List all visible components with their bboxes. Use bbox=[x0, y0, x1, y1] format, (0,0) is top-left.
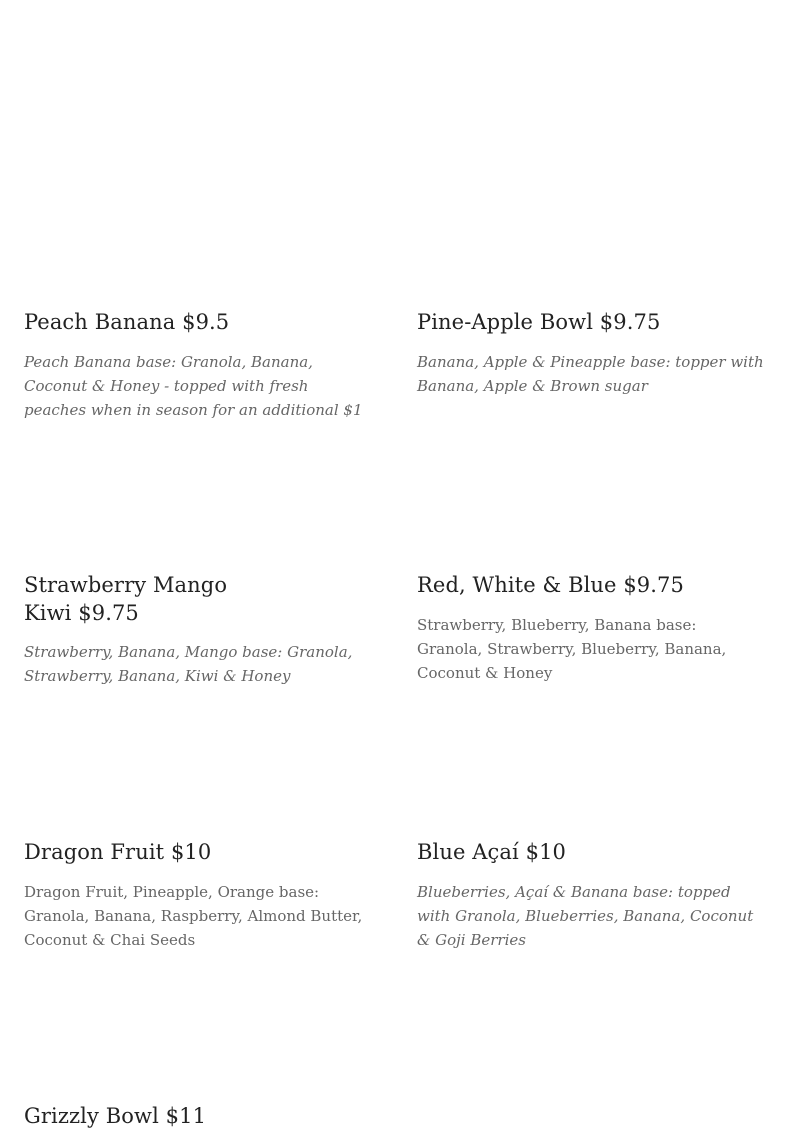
menu-item-red-white-blue bbox=[417, 571, 767, 685]
menu-item-description: Banana, Apple & Pineapple base: topper with Banana, Apple & Brown sugar bbox=[417, 353, 764, 395]
menu-item-description: Strawberry, Banana, Mango base: Granola, Strawberry, Banana, Kiwi & Honey bbox=[24, 643, 353, 685]
menu-item-title: Peach Banana $9.5 bbox=[24, 310, 230, 334]
menu-item-description: Blueberries, Açaí & Banana base: topped with Granola, Blueberries, Banana, Coconut & Goji Berries bbox=[417, 883, 754, 949]
menu-item-title: Red, White & Blue $9.75 bbox=[417, 573, 684, 597]
menu-item-title: Blue Açaí $10 bbox=[417, 840, 566, 864]
menu-item-title: Grizzly Bowl $11 bbox=[24, 1104, 207, 1128]
menu-item-title: Dragon Fruit $10 bbox=[24, 840, 212, 864]
menu-item-peach-banana bbox=[24, 308, 374, 422]
menu-item-description: Peach Banana base: Granola, Banana, Coconut & Honey - topped with fresh peaches when in season for an additional $1 bbox=[24, 353, 363, 419]
menu-item-blue-acai bbox=[417, 838, 767, 952]
menu-item-title: Strawberry Mango Kiwi $9.75 bbox=[24, 573, 228, 625]
menu-item-description: Strawberry, Blueberry, Banana base: Granola, Strawberry, Blueberry, Banana, Coconut & Honey bbox=[417, 616, 727, 682]
menu-item-description: Dragon Fruit, Pineapple, Orange base: Granola, Banana, Raspberry, Almond Butter, Coconut & Chai Seeds bbox=[24, 883, 363, 949]
menu-item-strawberry-mango-kiwi bbox=[24, 571, 374, 688]
menu-item-dragon-fruit bbox=[24, 838, 374, 952]
menu-item-title: Pine-Apple Bowl $9.75 bbox=[417, 310, 661, 334]
menu-item-pine-apple-bowl bbox=[417, 308, 767, 398]
menu-item-grizzly-bowl bbox=[24, 1102, 374, 1130]
